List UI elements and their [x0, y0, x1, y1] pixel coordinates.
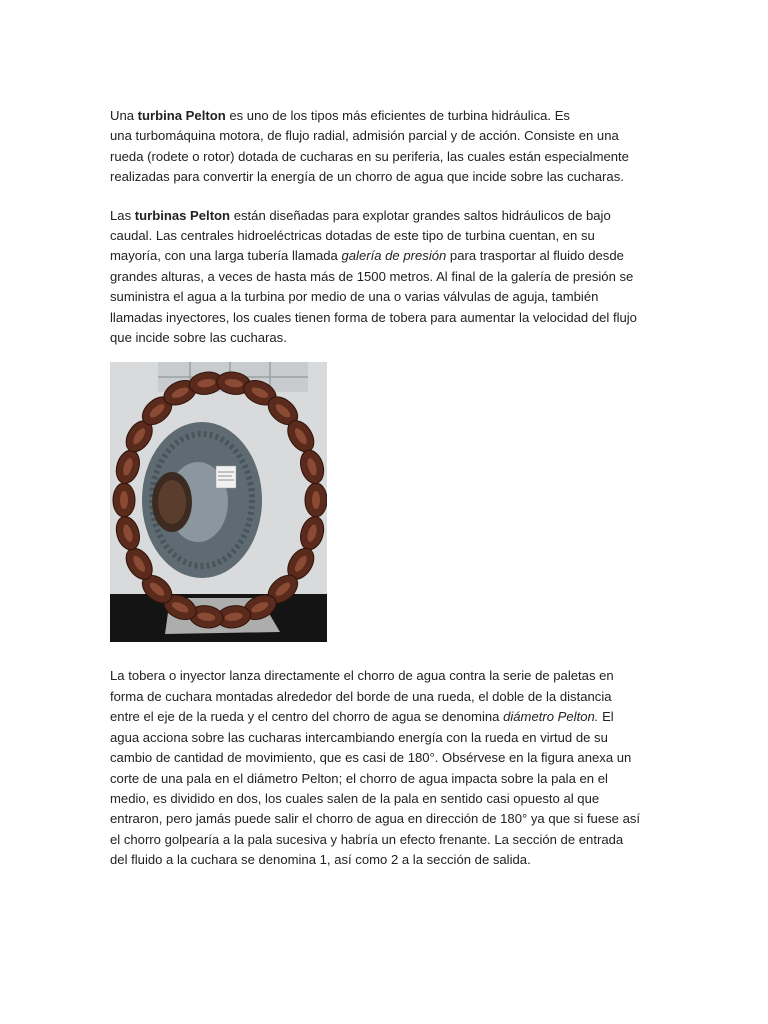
text-line	[110, 707, 662, 727]
text-run: rueda (rodete o rotor) dotada de cucharas en su periferia, las cuales están especialmente	[110, 148, 629, 164]
text-run: que incide sobre las cucharas.	[110, 330, 287, 346]
text-line	[110, 769, 662, 789]
text-run: caudal. Las centrales hidroeléctricas dotadas de este tipo de turbina cuentan, en su	[110, 228, 595, 244]
text-run: suministra el agua a la turbina por medio de una o varias válvulas de aguja, también	[110, 289, 599, 305]
bold-term: turbinas Pelton	[134, 207, 231, 223]
text-line	[110, 226, 662, 246]
paragraph-intro	[110, 106, 662, 188]
text-run: entre el eje de la rueda y el centro del chorro de agua se denomina	[110, 709, 504, 725]
text-line	[110, 246, 662, 266]
text-run: grandes alturas, a veces de hasta más de 1500 metros. Al final de la galería de presión se	[110, 268, 634, 284]
text-run: mayoría, con una larga tubería llamada	[110, 248, 342, 264]
bold-term: turbina Pelton	[137, 108, 226, 123]
text-line	[110, 328, 662, 348]
text-line	[110, 287, 662, 307]
text-line	[110, 206, 662, 226]
text-line	[110, 850, 662, 870]
text-line	[110, 167, 662, 187]
italic-term: diámetro Pelton.	[503, 709, 599, 725]
italic-term: galería de presión	[341, 248, 447, 264]
text-run: realizadas para convertir la energía de un chorro de agua que incide sobre las cucharas.	[110, 169, 624, 185]
info-card	[216, 466, 236, 488]
text-line	[110, 809, 662, 829]
text-line	[110, 687, 662, 707]
text-run: entraron, pero jamás puede salir el chorro de agua en dirección de 180° ya que si fuese así	[110, 811, 641, 827]
paragraph-operation	[110, 666, 662, 870]
text-run: forma de cuchara montadas alrededor del borde de una rueda, el doble de la distancia	[110, 688, 612, 704]
text-run: están diseñadas para explotar grandes saltos hidráulicos de bajo	[230, 207, 611, 223]
text-line	[110, 666, 662, 686]
text-line	[110, 308, 662, 328]
text-run: corte de una pala en el diámetro Pelton; el chorro de agua impacta sobre la pala en el	[110, 770, 608, 786]
text-run: Una	[110, 108, 138, 123]
pelton-wheel-image	[110, 362, 327, 642]
text-line	[110, 267, 662, 287]
text-run: del fluido a la cuchara se denomina 1, así como 2 a la sección de salida.	[110, 852, 531, 868]
text-run: El	[598, 709, 614, 725]
text-line	[110, 106, 662, 126]
text-line	[110, 748, 662, 768]
text-run: cambio de cantidad de movimiento, que es casi de 180°. Obsérvese en la figura anexa un	[110, 750, 632, 766]
text-run: es uno de los tipos más eficientes de turbina hidráulica. Es	[225, 108, 570, 123]
text-run: Las	[110, 207, 135, 223]
text-run: La tobera o inyector lanza directamente el chorro de agua contra la serie de paletas en	[110, 668, 614, 684]
text-line	[110, 147, 662, 167]
text-run: una turbomáquina motora, de flujo radial, admisión parcial y de acción. Consiste en una	[110, 128, 619, 144]
paragraph-design	[110, 206, 662, 349]
text-line	[110, 728, 662, 748]
text-line	[110, 830, 662, 850]
text-run: para trasportar al fluido desde	[446, 248, 624, 264]
document-body	[110, 106, 662, 871]
bucket-highlight	[120, 491, 128, 509]
pelton-wheel-figure	[110, 362, 327, 642]
bucket-highlight	[312, 491, 320, 509]
text-run: agua acciona sobre las cucharas intercambiando energía con la rueda en virtud de su	[110, 729, 608, 745]
text-line	[110, 126, 662, 146]
text-line	[110, 789, 662, 809]
text-run: medio, es dividido en dos, los cuales salen de la pala en sentido casi opuesto al que	[110, 790, 600, 806]
shaft-face	[158, 480, 186, 524]
text-run: el chorro golpearía a la pala sucesiva y habría un efecto frenante. La sección de entrada	[110, 831, 624, 847]
text-run: llamadas inyectores, los cuales tienen forma de tobera para aumentar la velocidad del flujo	[110, 309, 637, 325]
